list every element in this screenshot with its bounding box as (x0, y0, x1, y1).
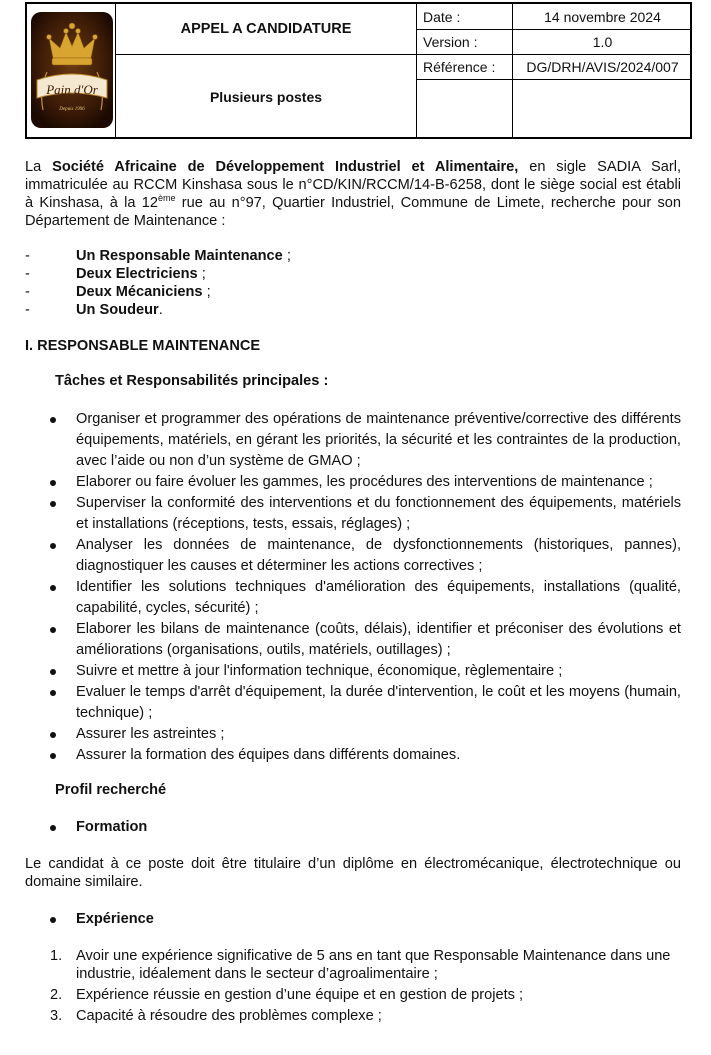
document-header-table (25, 2, 692, 139)
list-item (25, 986, 681, 1004)
document-title: APPEL A CANDIDATURE (180, 21, 352, 37)
list-item (25, 472, 681, 493)
list-item (25, 947, 681, 983)
position-name: Un Soudeur (76, 302, 159, 318)
version-value: 1.0 (592, 34, 613, 50)
experience-text: Avoir une expérience significative de 5 ans en tant que Responsable Maintenance dans une industrie, idéalement dans le secteur d’agroalimentaire ; (76, 948, 671, 982)
intro-text: La (25, 159, 53, 175)
profile-title: Profil recherché (55, 782, 167, 798)
list-item (25, 493, 681, 535)
reference-value: DG/DRH/AVIS/2024/007 (526, 59, 679, 75)
version-label: Version : (423, 34, 478, 50)
task-text: Elaborer les bilans de maintenance (coûts, délais), identifier et préconiser des évolutions et améliorations (organisations, outils, matériels, outillages) ; (76, 621, 681, 658)
task-text: Organiser et programmer des opérations de maintenance préventive/corrective des différents équipements, matériels, en gérant les priorités, la sécurité et les contraintes de la production, avec l’aide ou non d’un système de GMAO ; (76, 411, 681, 469)
company-logo (29, 10, 115, 130)
experience-title: Expérience (76, 911, 154, 927)
tasks-list (25, 409, 681, 766)
task-text: Suivre et mettre à jour l'information technique, économique, règlementaire ; (76, 663, 563, 679)
list-item: - Deux Mécaniciens ; (25, 284, 211, 300)
experience-text: Expérience réussie en gestion d’une équipe et en gestion de projets ; (76, 987, 524, 1003)
experience-heading (25, 909, 681, 930)
task-text: Evaluer le temps d'arrêt d'équipement, la durée d'intervention, le coût et les moyens (humain, technique) ; (76, 684, 681, 721)
list-item-end: ; (202, 284, 211, 300)
document-body (25, 158, 681, 1025)
list-item: - Un Responsable Maintenance ; (25, 248, 291, 264)
task-text: Identifier les solutions techniques d'amélioration des équipements, installations (qualité, capabilité, cycles, sécurité) ; (76, 579, 681, 616)
header-divider (416, 79, 690, 80)
list-item: - Deux Electriciens ; (25, 266, 206, 282)
formation-text: Le candidat à ce poste doit être titulaire d’un diplôme en électromécanique, électrotechnique ou domaine similaire. (25, 856, 681, 890)
list-number: 3. (50, 1008, 63, 1024)
list-number: 2. (50, 987, 63, 1003)
logo-small-text: Depuis 1996 (59, 107, 85, 112)
task-text: Assurer la formation des équipes dans différents domaines. (76, 747, 461, 763)
task-text: Elaborer ou faire évoluer les gammes, les procédures des interventions de maintenance ; (76, 474, 653, 490)
reference-label: Référence : (423, 59, 496, 75)
logo-text: Pain d'Or (46, 82, 98, 97)
list-item: - Un Soudeur. (25, 302, 163, 318)
experience-list (25, 947, 681, 1025)
intro-superscript: ème (157, 193, 176, 204)
date-value: 14 novembre 2024 (544, 8, 661, 25)
tasks-title: Tâches et Responsabilités principales : (55, 373, 329, 389)
document-subtitle: Plusieurs postes (209, 89, 323, 105)
list-item-end: ; (282, 248, 291, 264)
list-item (25, 619, 681, 661)
intro-paragraph (25, 158, 681, 230)
list-item (25, 577, 681, 619)
section-title: I. RESPONSABLE MAINTENANCE (25, 338, 261, 354)
list-item (25, 535, 681, 577)
list-item (25, 409, 681, 472)
position-name: Un Responsable Maintenance (76, 248, 283, 264)
list-item-end: . (158, 302, 163, 318)
list-item-end: ; (197, 266, 206, 282)
date-label: Date : (423, 8, 461, 25)
position-name: Deux Electriciens (76, 266, 198, 282)
list-item (25, 661, 681, 682)
experience-text: Capacité à résoudre des problèmes complexe ; (76, 1008, 382, 1024)
list-item (25, 682, 681, 724)
header-divider (416, 4, 417, 137)
formation-heading (25, 817, 681, 838)
positions-list (25, 247, 681, 319)
intro-text: rue au n°97, Quartier Industriel, Commune de Limete, recherche pour son Département de Maintenance : (25, 195, 681, 229)
list-item (25, 1007, 681, 1025)
formation-title: Formation (76, 819, 148, 835)
task-text: Analyser les données de maintenance, de dysfonctionnements (historiques, pannes), diagnostiquer les causes et déterminer les actions correctives ; (76, 537, 681, 574)
company-name: Société Africaine de Développement Industriel et Alimentaire, (52, 159, 519, 175)
list-item (25, 724, 681, 745)
list-item (25, 745, 681, 766)
task-text: Superviser la conformité des interventions et du fonctionnement des équipements, matériels et installations (réceptions, tests, essais, réglages) ; (76, 495, 681, 532)
task-text: Assurer les astreintes ; (76, 726, 225, 742)
position-name: Deux Mécaniciens (76, 284, 203, 300)
list-number: 1. (50, 948, 63, 964)
intro-text: en sigle SADIA Sarl, immatriculée au RCCM Kinshasa sous le n°CD/KIN/RCCM/14-B-6258, dont le siège social est établi à Kinshasa, à la 12 (25, 159, 681, 211)
